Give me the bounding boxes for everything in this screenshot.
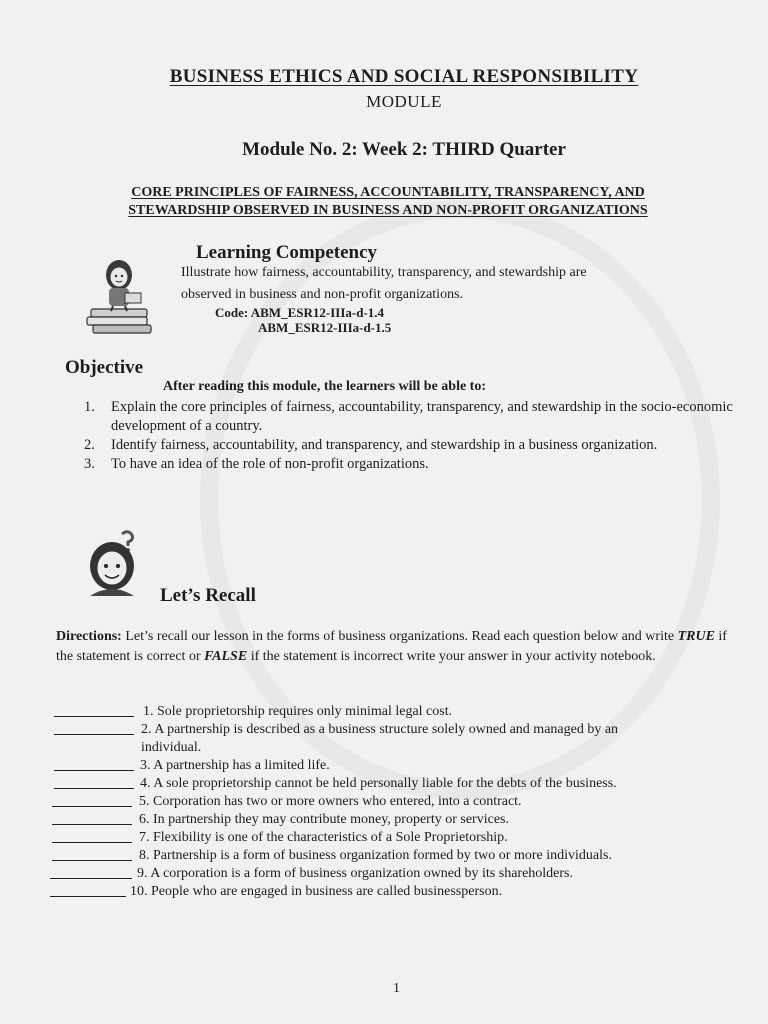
objective-item xyxy=(84,455,734,474)
question-item xyxy=(50,865,740,883)
page-number: 1 xyxy=(393,981,400,996)
learning-competency-heading: Learning Competency xyxy=(196,242,378,263)
question-text: 2. A partnership is described as a business structure solely owned and managed by an individual. xyxy=(141,722,619,755)
question-item xyxy=(50,811,740,829)
answer-blank[interactable] xyxy=(52,842,132,843)
reading-student-icon xyxy=(85,255,157,337)
question-text: 10. People who are engaged in business are called businessperson. xyxy=(130,884,503,899)
competency-code-1: Code: ABM_ESR12-IIIa-d-1.4 xyxy=(215,305,385,320)
answer-blank[interactable] xyxy=(54,734,134,735)
answer-blank[interactable] xyxy=(54,770,134,771)
answer-blank[interactable] xyxy=(54,716,134,717)
objective-text: To have an idea of the role of non-profit organizations. xyxy=(111,456,429,472)
question-item xyxy=(50,829,740,847)
question-list xyxy=(50,703,740,901)
false-keyword: FALSE xyxy=(204,649,248,664)
question-item xyxy=(50,757,740,775)
objective-heading: Objective xyxy=(65,357,144,378)
question-item xyxy=(50,703,740,721)
directions-text-1: Let’s recall our lesson in the forms of business organizations. Read each question below and write xyxy=(121,629,678,644)
answer-blank[interactable] xyxy=(52,860,132,861)
question-item xyxy=(50,847,619,865)
module-number: Module No. 2: Week 2: THIRD Quarter xyxy=(242,139,566,160)
objective-text: Explain the core principles of fairness, accountability, transparency, and stewardship in the socio-economic development of a country. xyxy=(111,399,733,434)
question-text: 8. Partnership is a form of business organization formed by two or more individuals. xyxy=(139,848,612,863)
question-text: 6. In partnership they may contribute money, property or services. xyxy=(139,812,509,827)
competency-code-2: ABM_ESR12-IIIa-d-1.5 xyxy=(258,320,392,335)
thinking-student-icon xyxy=(84,530,148,600)
objective-item xyxy=(84,436,734,455)
directions-text-2: if the statement is correct or xyxy=(56,629,727,664)
learning-competency-text-1: Illustrate how fairness, accountability, transparency, and stewardship are xyxy=(181,265,587,280)
question-item xyxy=(50,883,740,901)
core-principles-line-2: STEWARDSHIP OBSERVED IN BUSINESS AND NON-PROFIT ORGANIZATIONS xyxy=(128,203,648,218)
directions-text-3: if the statement is incorrect write your answer in your activity notebook. xyxy=(247,649,656,664)
lets-recall-heading: Let’s Recall xyxy=(160,585,256,606)
objective-intro: After reading this module, the learners will be able to: xyxy=(163,379,487,394)
question-text: 7. Flexibility is one of the characteristics of a Sole Proprietorship. xyxy=(139,830,508,845)
answer-blank[interactable] xyxy=(54,788,134,789)
objective-item xyxy=(84,398,734,436)
question-item xyxy=(50,721,676,757)
page-subtitle: MODULE xyxy=(366,92,442,111)
question-item xyxy=(50,775,645,793)
page-title: BUSINESS ETHICS AND SOCIAL RESPONSIBILITY xyxy=(169,66,639,87)
objective-text: Identify fairness, accountability, and transparency, and stewardship in a business organization. xyxy=(111,437,658,453)
directions-paragraph xyxy=(56,627,746,667)
question-text: 3. A partnership has a limited life. xyxy=(140,758,330,773)
answer-blank[interactable] xyxy=(52,824,132,825)
objective-number: 3. xyxy=(84,456,95,472)
question-text: 1. Sole proprietorship requires only minimal legal cost. xyxy=(143,704,453,719)
answer-blank[interactable] xyxy=(50,878,132,879)
question-text: 5. Corporation has two or more owners who entered, into a contract. xyxy=(139,794,522,809)
true-keyword: TRUE xyxy=(677,629,715,644)
objective-list xyxy=(84,398,734,474)
objective-number: 2. xyxy=(84,437,95,453)
learning-competency-text-2: observed in business and non-profit organizations. xyxy=(181,287,464,302)
directions-label: Directions: xyxy=(56,629,122,644)
answer-blank[interactable] xyxy=(52,806,132,807)
question-item xyxy=(50,793,740,811)
answer-blank[interactable] xyxy=(50,896,126,897)
question-text: 4. A sole proprietorship cannot be held personally liable for the debts of the business. xyxy=(140,776,617,791)
core-principles-line-1: CORE PRINCIPLES OF FAIRNESS, ACCOUNTABILITY, TRANSPARENCY, AND xyxy=(131,185,645,200)
objective-number: 1. xyxy=(84,399,95,415)
question-text: 9. A corporation is a form of business organization owned by its shareholders. xyxy=(137,866,573,881)
